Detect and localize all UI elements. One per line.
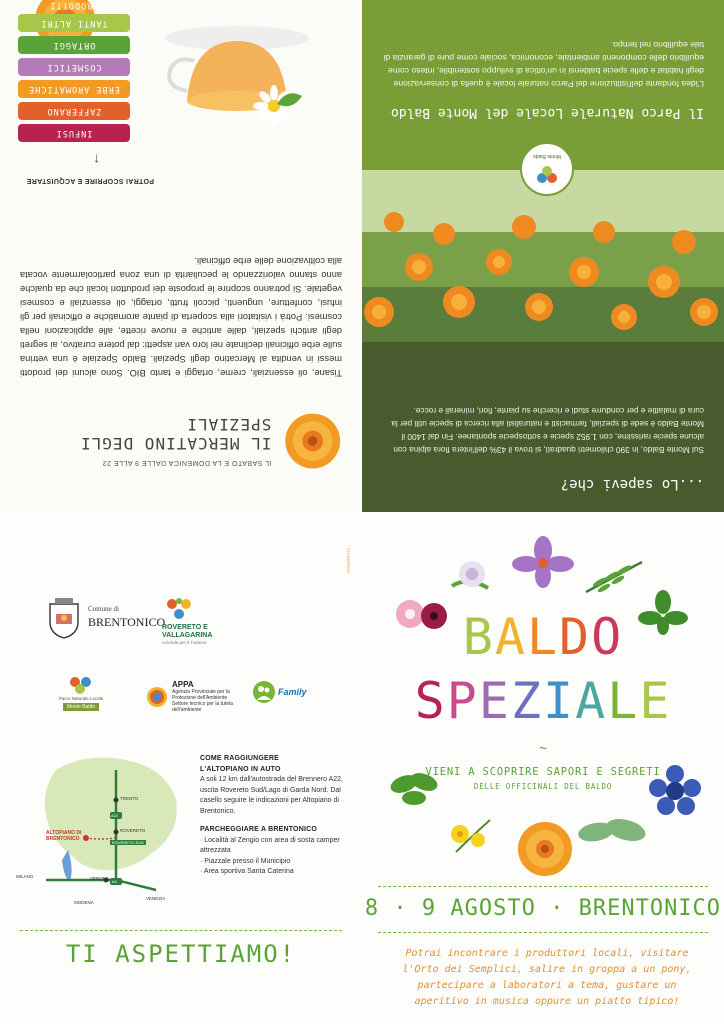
title-letter: E [478,672,511,730]
sapevi-title: ...Lo sapevi che? [560,476,704,492]
panel-cover [362,512,724,1024]
sage-leaves-icon [576,812,650,852]
st-johns-wort-icon [446,812,496,856]
map-label-trento: TRENTO [120,796,139,801]
parcheggiare-title: PARCHEGGIARE A BRENTONICO [200,826,318,833]
family-logo-icon [252,680,276,704]
category-buttons [18,0,130,142]
date-rule-top [378,886,708,887]
parco-baldo-icon [67,674,95,696]
parco-name: Parco Naturale Locale [58,696,104,701]
map-label-verona: VERONA [90,876,110,881]
rovereto-logo-icon [162,596,196,624]
button-cosmetici[interactable]: COSMETICI [18,58,130,76]
scopri-label: POTRAI SCOPRIRE E ACQUISTARE [26,177,154,184]
cornflower-icon [646,762,704,820]
button-ortaggi[interactable]: ORTAGGI [18,36,130,54]
map-label-a4: A4 [112,879,117,884]
come-title: COME RAGGIUNGERE L'ALTOPIANO IN AUTO [200,755,281,773]
brentonico-crest-icon [46,596,82,640]
button-zafferano[interactable]: ZAFFERANO [18,102,130,120]
logo-family[interactable] [252,680,307,704]
comune-small-label: Comune di [88,605,119,613]
button-erbe-aromatiche[interactable]: ERBE AROMATICHE [18,80,130,98]
button-infusi[interactable]: INFUSI [18,124,130,142]
promo-text: Potrai incontrare i produttori locali, visitare l'Orto dei Semplici, salire in groppa a un pony, partecipare a laboratori a tema, gustare un aperitivo in musica oppure un piatto tipico! [402,948,692,1007]
parking-item: · Piazzale presso il Municipio [200,857,291,865]
tilde-ornament: ~ [538,740,548,756]
ti-aspettiamo-heading: TI ASPETTIAMO! [65,940,297,968]
title-baldo [362,608,724,666]
family-label: Family [278,687,307,697]
clover-flower-icon [448,556,496,596]
appa-title: APPA [172,680,194,689]
title-letter: D [559,608,592,666]
title-letter: O [591,608,624,666]
logo-parco-baldo[interactable] [56,674,106,711]
map-label-venezia: VENEZIA [146,896,166,901]
parco-paragraph: L'idea fondante dell'istituzione del Parco naturale locale è quella di conservazione degli habitat e delle specie baldensi in un'ottica di sviluppo sostenibile, inteso come equilibrio delle componenti ambientale, economica, sociale come pure di garanzia di tale equilibrio nel tempo. [383,40,704,89]
title-letter: P [446,672,479,730]
logo-brentonico[interactable] [46,596,165,640]
event-date: 8 · 9 AGOSTO · BRENTONICO [364,896,722,921]
arrow-down-icon: ↑ [93,152,100,168]
comune-name: BRENTONICO [88,615,166,629]
title-letter: A [575,672,608,730]
map-label-a22: A22 [111,813,119,818]
map-label-rovereto-sud: ROVERETO SUD [112,840,144,845]
appa-text: Agenzia Provinciale per la Protezione dell'Ambiente Settore tecnico per la tutela dell'ambiente [172,689,233,713]
location-map[interactable] [16,750,186,910]
mercatino-heading [0,410,342,472]
saffron-flower-icon [512,536,574,588]
directions-info [200,754,350,878]
tagline-secondary: DELLE OFFICINALI DEL BALDO [473,782,613,791]
parco-logo-label: Monte Baldo [532,153,562,159]
tagline: VIENI A SCOPRIRE SAPORI E SEGRETI [425,766,661,778]
parco-box [362,0,724,170]
title-letter: Z [510,672,543,730]
sapevi-paragraph: Sul Monte Baldo, in 390 chilometri quadrati, si trova il 43% dell'intera flora alpina con alcune specie rarissime, con 1.952 specie e sottospecie spontanee. Fin dal 1400 il Monte Baldo è sede di speziali, farmacisti e naturalisti alla ricerca di specie utili per la cura di malattie e per condurre studi e ricerche su piante, fiori, minerali e rocce. [391,406,704,455]
come-text: A soli 12 km dall'autostrada del Brennero A22, uscita Rovereto Sud/Lago di Garda Nord. Dal casello seguire le indicazioni per Altopiano di Brentonico. [200,776,343,815]
mercatino-subtitle: IL SABATO E LA DOMENICA DALLE 9 ALLE 22 [102,459,272,467]
logo-appa[interactable] [146,680,242,713]
marigold-icon [283,410,342,472]
divider [20,930,342,931]
parco-badge: Monte Baldo [63,703,99,711]
panel-mercatino-rotated [0,0,362,512]
panel-parco [362,0,724,512]
parco-title: Il Parco Naturale Locale del Monte Baldo [390,105,704,120]
herb-leaves-icon [384,764,444,810]
mercatino-paragraph: Tisane, oli essenziali, creme, ortaggi e tanto BIO. Sono alcuni dei prodotti messi in vendita al Mercatino degli Speziali. Baldo Speziale è una vetrina sulle erbe officinali declinate nei loro vari aspetti: dal potere curativo, ai segreti degli antichi speziali, dalle antiche e nuove ricette, alle applicazioni nella cosmesi. Potrà i visitatori alla scoperta di piante aromatiche e officinali per gli infusi, confetture, unguenti, piccoli frutti, ortaggi, oli essenziali e cosmesi vegetale. Si potranno scoprire le proposte dei produttori locali che da qualche anno stanno valorizzando le peculiarità di una zona particolarmente vocata alla coltivazione delle erbe officinali. [20,256,342,378]
title-letter: A [494,608,527,666]
logo-rovereto[interactable] [162,596,222,645]
map-label-milano: MILANO [16,874,34,879]
teacup-illustration [152,16,322,136]
map-label-rovereto: ROVERETO [120,828,146,833]
title-letter: L [526,608,560,666]
parco-logo [520,142,574,196]
parking-item: · Località al Zengio con area di sosta camper attrezzata [200,836,340,854]
calendula-flower-icon [516,820,574,878]
title-letter: E [639,672,672,730]
rovereto-name: ROVERETO E VALLAGARINA [162,624,213,639]
title-letter: I [543,672,576,730]
title-letter: L [607,672,640,730]
map-label-modena: MODENA [74,900,94,905]
parking-list [200,836,350,878]
button-altri-prodotti[interactable]: TANTI ALTRI PRODOTTI [18,14,130,32]
panel-info [0,512,362,1024]
parking-item: · Area sportiva Santa Caterina [200,868,294,875]
rosemary-icon [584,556,644,596]
parco-flower-icon [534,164,560,186]
rovereto-subtitle: Azienda per il Turismo [162,640,207,645]
title-speziale [362,672,724,730]
mercatino-title: IL MERCATINO DEGLI SPEZIALI [80,415,272,454]
map-label-altopiano: ALTOPIANO DI BRENTONICO [46,830,82,842]
title-letter: S [414,672,447,730]
fold-mark: FLORAPRINT [346,548,351,574]
sapevi-box [362,342,724,512]
title-letter: B [462,608,495,666]
date-rule-bottom [378,932,708,933]
appa-logo-icon [146,686,168,708]
